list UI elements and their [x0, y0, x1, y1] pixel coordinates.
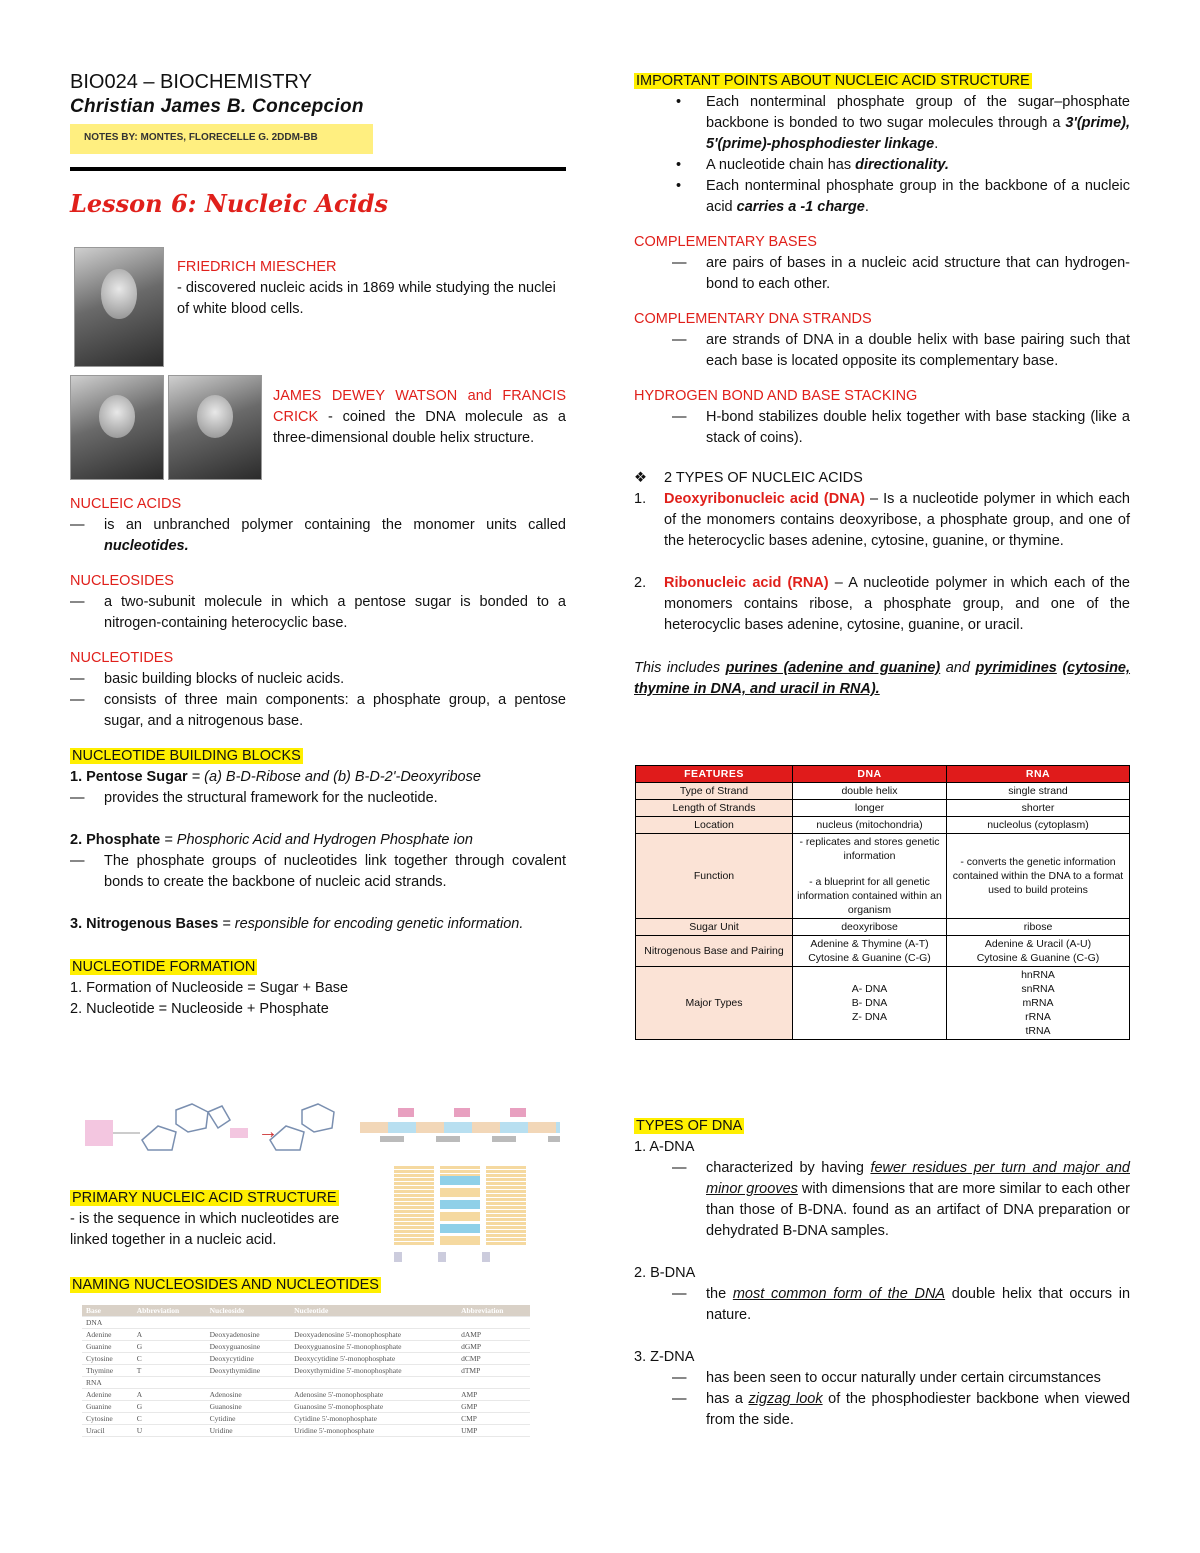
naming-col: Base [82, 1305, 133, 1317]
building-blocks-heading: NUCLEOTIDE BUILDING BLOCKS [72, 748, 301, 764]
miescher-name: FRIEDRICH MIESCHER [177, 259, 337, 275]
includes-text: This includes purines (adenine and guanine) and pyrimidines (cytosine, thymine in DNA, and uracil in RNA). [634, 660, 1131, 697]
right-column [634, 71, 1130, 700]
formation-item: 2. Nucleotide = Nucleoside + Phosphate [70, 1001, 329, 1017]
block-pentose: 1. Pentose Sugar = (a) B-D-Ribose and (b) B-D-2'-Deoxyribose [70, 769, 481, 785]
important-point: • A nucleotide chain has directionality. [672, 155, 1130, 176]
important-point: • Each nonterminal phosphate group of the sugar–phosphate backbone is bonded to two sugar molecules through a 3'(prime), 5'(prime)-phosphodiester linkage. [672, 92, 1130, 155]
watson-photo [70, 375, 164, 480]
block-phosphate-desc: — The phosphate groups of nucleotides link together through covalent bonds to create the backbone of nucleic acid strands. [70, 851, 566, 893]
table-row: Guanine G Deoxyguanosine Deoxyguanosine 5'-monophosphate dGMP [82, 1341, 530, 1353]
strand-diagram [360, 1108, 560, 1148]
b-dna-label: 2. B-DNA [634, 1265, 696, 1281]
nucleotides-item: — consists of three main components: a phosphate group, a pentose sugar, and a nitrogenous base. [70, 690, 566, 732]
table-row: Function - replicates and stores genetic information - a blueprint for all genetic information contained within an organism - converts the genetic information contained within the DNA to a format used to build proteins [636, 834, 1130, 919]
naming-group-dna: DNA [82, 1317, 530, 1329]
comp-strands-def: — are strands of DNA in a double helix with base pairing such that each base is located opposite its complementary base. [672, 330, 1130, 372]
primary-text: - is the sequence in which nucleotides are linked together in a nucleic acid. [70, 1211, 340, 1248]
watson-crick-block [273, 386, 566, 449]
a-dna-label: 1. A-DNA [634, 1139, 695, 1155]
compare-col: RNA [947, 766, 1130, 783]
comp-bases-def: — are pairs of bases in a nucleic acid structure that can hydrogen-bond to each other. [672, 253, 1130, 295]
table-row: Guanine G Guanosine Guanosine 5'-monophosphate GMP [82, 1401, 530, 1413]
course-title: BIO024 – BIOCHEMISTRY [70, 71, 312, 93]
important-point: • Each nonterminal phosphate group in the backbone of a nucleic acid carries a -1 charge. [672, 176, 1130, 218]
table-row: Location nucleus (mitochondria) nucleolus (cytoplasm) [636, 817, 1130, 834]
type-dna: 1. Deoxyribonucleic acid (DNA) – Is a nucleotide polymer in which each of the monomers contains deoxyribose, a phosphate group, and one of the heterocyclic bases adenine, cytosine, guanine, or thymine. [634, 491, 1131, 549]
formation-heading: NUCLEOTIDE FORMATION [72, 959, 256, 975]
comp-strands-heading: COMPLEMENTARY DNA STRANDS [634, 311, 872, 327]
nucleosides-def: — a two-subunit molecule in which a pentose sugar is bonded to a nitrogen-containing heterocyclic base. [70, 592, 566, 634]
watson-crick-text: - coined the DNA molecule as a three-dimensional double helix structure. [273, 409, 566, 446]
naming-col: Abbreviation [133, 1305, 206, 1317]
comp-bases-heading: COMPLEMENTARY BASES [634, 234, 817, 250]
nucleic-acids-heading: NUCLEIC ACIDS [70, 496, 182, 512]
nucleotide-formation-diagram [80, 1100, 350, 1164]
primary-heading: PRIMARY NUCLEIC ACID STRUCTURE [72, 1190, 337, 1206]
nucleosides-heading: NUCLEOSIDES [70, 573, 174, 589]
a-dna-def: — characterized by having fewer residues per turn and major and minor grooves with dimensions that are more similar to each other than those of B-DNA. found as an artifact of DNA preparation or dehydrated B-DNA samples. [672, 1158, 1130, 1242]
table-row: Cytosine C Cytidine Cytidine 5'-monophosphate CMP [82, 1413, 530, 1425]
miescher-photo [74, 247, 164, 367]
header-rule [70, 167, 566, 171]
naming-col: Nucleotide [290, 1305, 457, 1317]
table-row: Adenine A Deoxyadenosine Deoxyadenosine 5'-monophosphate dAMP [82, 1329, 530, 1341]
type-rna: 2. Ribonucleic acid (RNA) – A nucleotide polymer in which each of the monomers contains ribose, a phosphate group, and one of the heterocyclic bases adenine, cytosine, guanine, or uracil. [634, 575, 1130, 633]
block-bases: 3. Nitrogenous Bases = responsible for encoding genetic information. [70, 916, 524, 932]
types-of-dna-heading: TYPES OF DNA [636, 1118, 743, 1134]
diamond-bullet-icon: ❖ [634, 470, 647, 486]
compare-table [635, 765, 1130, 1040]
svg-text:→: → [258, 1121, 278, 1143]
naming-col: Nucleoside [206, 1305, 291, 1317]
naming-table [82, 1305, 530, 1437]
lesson-title: Lesson 6: Nucleic Acids [70, 189, 389, 218]
block-pentose-desc: — provides the structural framework for the nucleotide. [70, 788, 566, 809]
miescher-text: - discovered nucleic acids in 1869 while studying the nuclei of white blood cells. [177, 280, 556, 317]
nucleotides-heading: NUCLEOTIDES [70, 650, 174, 666]
types-heading: ❖ 2 TYPES OF NUCLEIC ACIDS [634, 468, 1130, 489]
b-dna-def: — the most common form of the DNA double helix that occurs in nature. [672, 1284, 1130, 1326]
table-row: Type of Strand double helix single strand [636, 783, 1130, 800]
primary-block [70, 1188, 370, 1251]
table-row: Major Types A- DNA B- DNA Z- DNA hnRNA snRNA mRNA rRNA tRNA [636, 967, 1130, 1040]
z-dna-def: — has a zigzag look of the phosphodiester backbone when viewed from the side. [672, 1389, 1130, 1431]
nucleic-acids-def: — is an unbranched polymer containing the monomer units called nucleotides. [70, 515, 566, 557]
naming-col: Abbreviation [457, 1305, 530, 1317]
nucleotides-item: — basic building blocks of nucleic acids. [70, 669, 566, 690]
crick-photo [168, 375, 262, 480]
hbond-heading: HYDROGEN BOND AND BASE STACKING [634, 388, 918, 404]
instructor-name: Christian James B. Concepcion [70, 96, 364, 117]
compare-col: FEATURES [636, 766, 793, 783]
table-row: Sugar Unit deoxyribose ribose [636, 919, 1130, 936]
miescher-block [177, 257, 566, 320]
naming-table-wrap [82, 1305, 530, 1437]
block-phosphate: 2. Phosphate = Phosphoric Acid and Hydrogen Phosphate ion [70, 832, 473, 848]
hbond-def: — H-bond stabilizes double helix together with base stacking (like a stack of coins). [672, 407, 1130, 449]
table-row: Length of Strands longer shorter [636, 800, 1130, 817]
compare-col: DNA [793, 766, 947, 783]
z-dna-def: — has been seen to occur naturally under certain circumstances [672, 1368, 1130, 1389]
compare-table-wrap [635, 765, 1130, 1040]
notes-text: NOTES BY: MONTES, FLORECELLE G. 2DDM-BB [84, 132, 318, 143]
naming-heading: NAMING NUCLEOSIDES AND NUCLEOTIDES [72, 1277, 379, 1293]
table-row: Nitrogenous Base and Pairing Adenine & Thymine (A-T) Cytosine & Guanine (C-G) Adenine & Uracil (A-U) Cytosine & Guanine (C-G) [636, 936, 1130, 967]
naming-group-rna: RNA [82, 1377, 530, 1389]
table-row: Cytosine C Deoxycytidine Deoxycytidine 5'-monophosphate dCMP [82, 1353, 530, 1365]
formation-item: 1. Formation of Nucleoside = Sugar + Base [70, 980, 349, 996]
backbone-diagram [394, 1166, 526, 1264]
table-row: Adenine A Adenosine Adenosine 5'-monophosphate AMP [82, 1389, 530, 1401]
important-heading: IMPORTANT POINTS ABOUT NUCLEIC ACID STRUCTURE [636, 73, 1030, 89]
types-of-dna [634, 1116, 1130, 1431]
watson-crick-name: JAMES DEWEY WATSON and FRANCIS CRICK [273, 388, 566, 425]
z-dna-label: 3. Z-DNA [634, 1349, 695, 1365]
table-row: Uracil U Uridine Uridine 5'-monophosphate UMP [82, 1425, 530, 1437]
left-column [70, 494, 566, 1020]
table-row: Thymine T Deoxythymidine Deoxythymidine 5'-monophosphate dTMP [82, 1365, 530, 1377]
